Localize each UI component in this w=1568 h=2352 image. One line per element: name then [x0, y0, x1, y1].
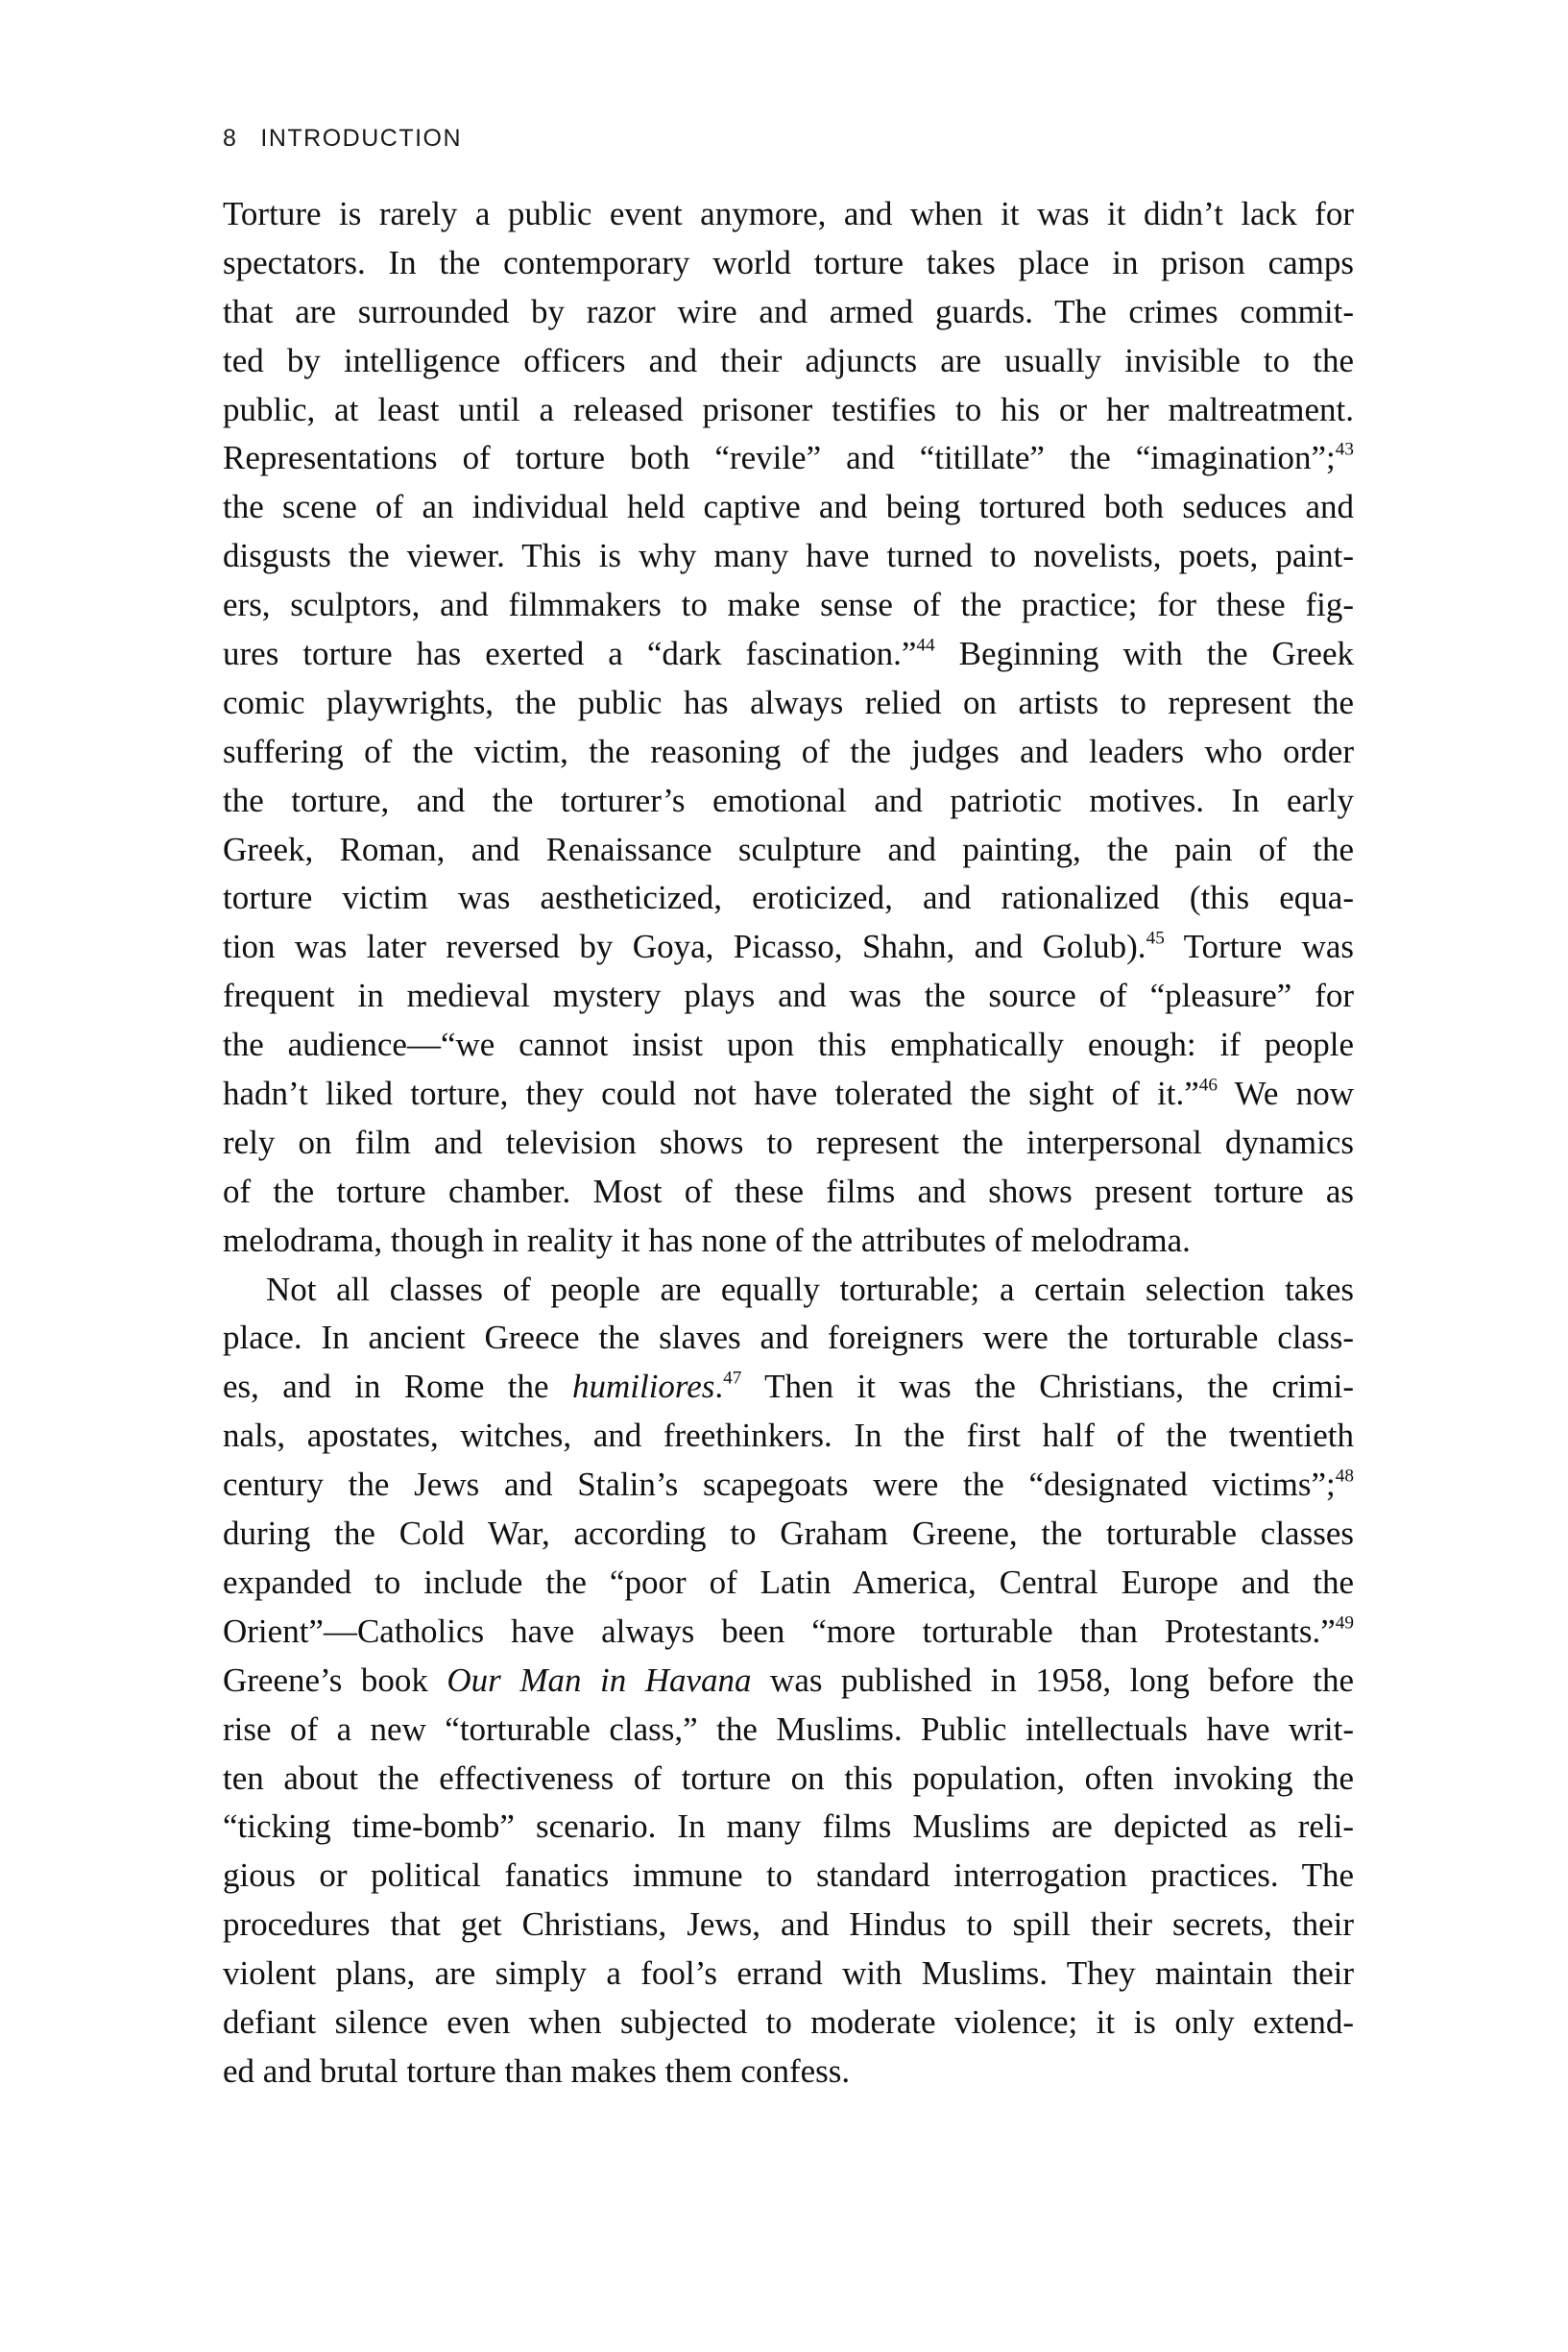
text-line: [223, 434, 1354, 483]
text-line: [223, 1559, 1354, 1608]
text-line: [223, 1070, 1354, 1119]
text-line: [223, 1217, 1354, 1266]
text-line: [223, 1706, 1354, 1755]
text-line: [223, 190, 1354, 239]
text-line: [223, 777, 1354, 826]
text-line: [223, 1950, 1354, 1999]
text-run: “ticking time-bomb” scenario. In many films Muslims are depicted as reli-: [223, 1807, 1354, 1846]
text-run: procedures that get Christians, Jews, and Hindus to spill their secrets, their: [223, 1905, 1354, 1944]
text-run: that are surrounded by razor wire and armed guards. The crimes commit-: [223, 292, 1354, 330]
text-run: gious or political fanatics immune to standard interrogation practices. The: [223, 1856, 1354, 1895]
footnote-reference: 46: [1198, 1075, 1218, 1096]
text-run: Then it was the Christians, the crimi-: [741, 1368, 1354, 1406]
paragraph: [223, 190, 1354, 1266]
text-run: expanded to include the “poor of Latin America, Central Europe and the: [223, 1563, 1354, 1601]
text-line: [223, 1608, 1354, 1657]
text-line: [223, 1852, 1354, 1901]
footnote-reference: 48: [1335, 1466, 1354, 1487]
text-run: defiant silence even when subjected to moderate violence; it is only extend-: [223, 2002, 1354, 2041]
text-line: [223, 874, 1354, 923]
text-line: [223, 1803, 1354, 1852]
text-run: es, and in Rome the: [223, 1368, 572, 1406]
page-number: 8: [223, 125, 238, 152]
text-line: [223, 581, 1354, 630]
text-run: the audience—“we cannot insist upon this emphatically enough: if people: [223, 1026, 1354, 1064]
text-run: ers, sculptors, and filmmakers to make sense of the practice; for these fig-: [223, 586, 1354, 624]
text-line: [223, 728, 1354, 777]
paragraph: [223, 1266, 1354, 2097]
text-run: place. In ancient Greece the slaves and foreigners were the torturable class-: [223, 1319, 1354, 1357]
text-run: Greene’s book: [223, 1661, 447, 1699]
text-run: of the torture chamber. Most of these films and shows present torture as: [223, 1172, 1354, 1210]
section-title: INTRODUCTION: [260, 125, 463, 152]
text-run: We now: [1218, 1075, 1354, 1113]
text-line: [223, 1510, 1354, 1559]
text-line: [223, 679, 1354, 728]
text-run: ten about the effectiveness of torture on this population, often invoking the: [223, 1758, 1354, 1797]
footnote-reference: 47: [723, 1368, 742, 1389]
text-run: Representations of torture both “revile” and “titillate” the “imagination”;: [223, 439, 1336, 477]
text-line: [223, 1755, 1354, 1804]
text-run: century the Jews and Stalin’s scapegoats were the “designated victims”;: [223, 1466, 1336, 1504]
text-line: [223, 337, 1354, 386]
text-line: [223, 1901, 1354, 1950]
text-run: spectators. In the contemporary world torture takes place in prison camps: [223, 243, 1354, 281]
italic-text: humiliores: [571, 1368, 715, 1406]
running-head: [223, 125, 462, 153]
text-run: public, at least until a released prisoner testifies to his or her maltreatment.: [223, 390, 1354, 428]
text-run: violent plans, are simply a fool’s errand with Muslims. They maintain their: [223, 1954, 1354, 1993]
text-line: [223, 1363, 1354, 1412]
text-line: [223, 972, 1354, 1021]
text-run: melodrama, though in reality it has none of the attributes of melodrama.: [223, 1221, 1191, 1259]
text-line: [223, 386, 1354, 435]
text-run: rely on film and television shows to represent the interpersonal dynamics: [223, 1123, 1354, 1161]
text-line: [223, 1119, 1354, 1168]
text-run: Torture was: [1164, 928, 1354, 966]
text-line: [223, 923, 1354, 972]
body-text: [223, 190, 1354, 2097]
text-line: [223, 1461, 1354, 1510]
text-run: tion was later reversed by Goya, Picasso, Shahn, and Golub).: [223, 928, 1146, 966]
text-run: .: [714, 1368, 724, 1406]
footnote-reference: 45: [1146, 928, 1165, 949]
text-run: Torture is rarely a public event anymore, and when it was it didn’t lack for: [223, 195, 1354, 232]
text-run: ted by intelligence officers and their adjuncts are usually invisible to the: [223, 341, 1354, 379]
text-line: [223, 826, 1354, 875]
text-line: [223, 2048, 1354, 2097]
footnote-reference: 49: [1335, 1612, 1354, 1634]
text-line: [223, 630, 1354, 679]
text-run: during the Cold War, according to Graham Greene, the torturable classes: [223, 1515, 1354, 1553]
text-run: comic playwrights, the public has always relied on artists to represent the: [223, 683, 1354, 721]
text-run: Greek, Roman, and Renaissance sculpture and painting, the pain of the: [223, 830, 1354, 868]
text-run: suffering of the victim, the reasoning of the judges and leaders who order: [223, 732, 1354, 770]
text-run: rise of a new “torturable class,” the Muslims. Public intellectuals have writ-: [223, 1709, 1354, 1748]
text-run: the torture, and the torturer’s emotional and patriotic motives. In early: [223, 781, 1354, 819]
text-line: [223, 1412, 1354, 1461]
text-line: [223, 483, 1354, 532]
italic-text: Our Man in Havana: [446, 1661, 752, 1699]
text-run: nals, apostates, witches, and freethinkers. In the first half of the twentieth: [223, 1417, 1354, 1455]
text-line: [223, 1314, 1354, 1363]
text-line: [223, 532, 1354, 581]
text-run: the scene of an individual held captive and being tortured both seduces and: [223, 488, 1354, 526]
text-run: was published in 1958, long before the: [751, 1661, 1354, 1699]
footnote-reference: 43: [1335, 440, 1354, 461]
text-line: [223, 239, 1354, 288]
text-line: [223, 1657, 1354, 1706]
text-line: [223, 288, 1354, 337]
text-run: Not all classes of people are equally torturable; a certain selection takes: [266, 1270, 1354, 1308]
text-line: [223, 1266, 1354, 1315]
text-run: ures torture has exerted a “dark fascination.”: [223, 635, 917, 673]
text-line: [223, 1021, 1354, 1070]
footnote-reference: 44: [916, 635, 935, 656]
text-run: hadn’t liked torture, they could not have tolerated the sight of it.”: [223, 1075, 1199, 1113]
text-run: torture victim was aestheticized, eroticized, and rationalized (this equa-: [223, 879, 1354, 917]
text-run: Beginning with the Greek: [934, 635, 1355, 673]
text-run: disgusts the viewer. This is why many have turned to novelists, poets, paint-: [223, 537, 1354, 575]
text-run: Orient”—Catholics have always been “more torturable than Protestants.”: [223, 1612, 1336, 1650]
text-run: frequent in medieval mystery plays and was the source of “pleasure” for: [223, 977, 1354, 1015]
text-line: [223, 1999, 1354, 2048]
text-line: [223, 1168, 1354, 1217]
text-run: ed and brutal torture than makes them confess.: [223, 2051, 851, 2090]
